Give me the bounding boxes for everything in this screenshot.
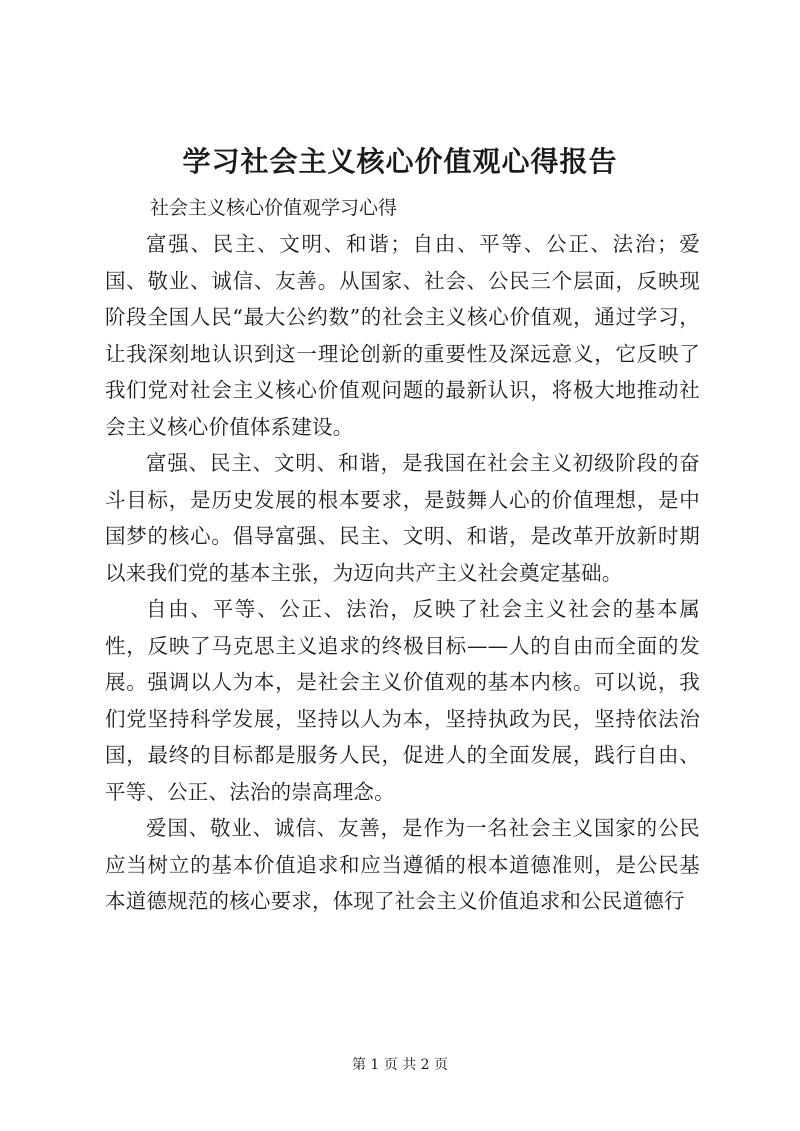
paragraph: 自由、平等、公正、法治，反映了社会主义社会的基本属性，反映了马克思主义追求的终极目标——人的自由而全面的发展。强调以人为本，是社会主义价值观的基本内核。可以说，我们党坚持科学发展，坚持以人为本，坚持执政为民，坚持依法治国，最终的目标都是服务人民，促进人的全面发展，践行自由、平等、公正、法治的崇高理念。 (105, 597, 700, 804)
document-subtitle: 社会主义核心价值观学习心得 (150, 197, 398, 219)
paragraph: 富强、民主、文明、和谐，是我国在社会主义初级阶段的奋斗目标，是历史发展的根本要求，是鼓舞人心的价值理想，是中国梦的核心。倡导富强、民主、文明、和谐，是改革开放新时期以来我们党的基本主张，为迈向共产主义社会奠定基础。 (105, 451, 700, 585)
document-body (105, 226, 700, 920)
document-title: 学习社会主义核心价值观心得报告 (182, 145, 618, 178)
page-number-footer: 第 1 页 共 2 页 (351, 1057, 449, 1073)
paragraph: 爱国、敬业、诚信、友善，是作为一名社会主义国家的公民应当树立的基本价值追求和应当遵循的根本道德准则，是公民基本道德规范的核心要求，体现了社会主义价值追求和公民道德行 (105, 816, 700, 913)
paragraph: 富强、民主、文明、和谐；自由、平等、公正、法治；爱国、敬业、诚信、友善。从国家、社会、公民三个层面，反映现阶段全国人民“最大公约数”的社会主义核心价值观，通过学习，让我深刻地认识到这一理论创新的重要性及深远意义，它反映了我们党对社会主义核心价值观问题的最新认识，将极大地推动社会主义核心价值体系建设。 (105, 232, 700, 439)
